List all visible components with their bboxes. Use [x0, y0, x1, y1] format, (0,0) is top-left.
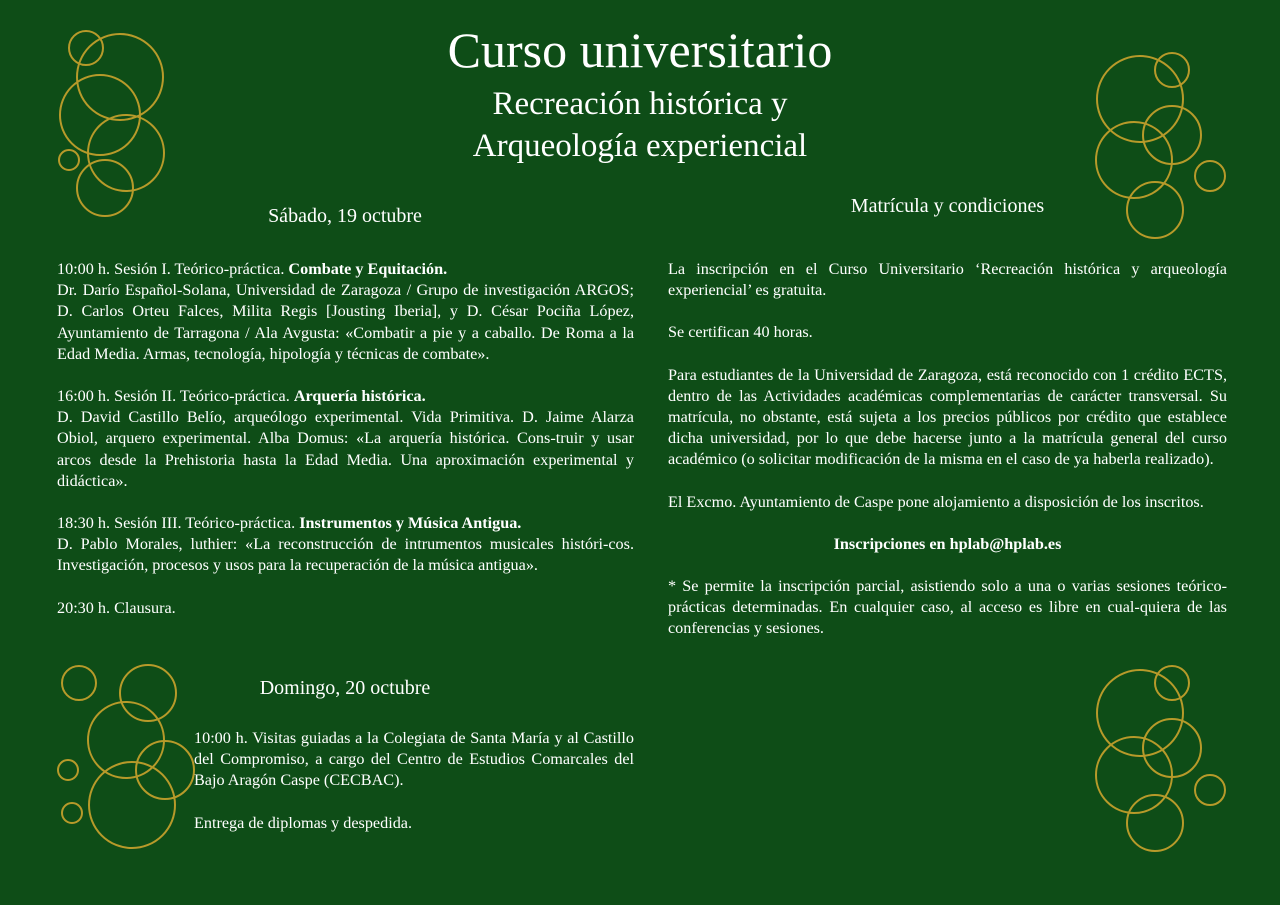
circle-deco: [89, 762, 175, 848]
enrollment-info: [668, 259, 1227, 640]
session-line: D. Pablo Morales, luthier: «La reconstrucción de intrumentos musicales históri-: [57, 535, 609, 554]
saturday-program: [57, 259, 634, 619]
circle-deco: [62, 666, 96, 700]
sunday-program: [194, 728, 634, 834]
session-time: 16:00 h. Sesión II. Teórico-práctica.: [57, 387, 290, 406]
circle-deco: [136, 741, 194, 799]
session-time: 10:00 h. Sesión I. Teórico-práctica.: [57, 260, 285, 278]
session-line: cos. Investigación, procesos y usos para la recuperación de la música antigua».: [57, 535, 634, 575]
sunday-visit: [194, 728, 634, 792]
info-line: experiencial’ es gratuita.: [668, 281, 827, 300]
info-line: ECTS, dentro de las Actividades académicas complementarias de carácter: [668, 365, 1227, 405]
session-line: Dr. Darío Español-Solana, Universidad de Zaragoza / Grupo de investigación: [57, 281, 571, 300]
sunday-heading: Domingo, 20 octubre: [259, 677, 431, 699]
enrollment-lodging: [668, 492, 1227, 513]
session-line: Pociña López, Ayuntamiento de Tarragona / Ala Avgusta: «Combatir a pie y a: [57, 302, 634, 342]
info-line: teórico-prácticas determinadas. En cualquier caso, al acceso es libre en cual-: [668, 577, 1227, 617]
session-line: experimental y didáctica».: [57, 450, 634, 490]
closing: 20:30 h. Clausura.: [57, 598, 176, 617]
circle-deco: [1127, 795, 1183, 851]
circle-deco: [58, 760, 78, 780]
session-line: D. David Castillo Belío, arqueólogo experimental. Vida Primitiva. D. Jaime: [57, 408, 584, 427]
session-3: [57, 513, 634, 577]
circle-deco: [62, 803, 82, 823]
visit-line: Comarcales del Bajo Aragón Caspe (CECBAC).: [194, 750, 635, 790]
saturday-heading: Sábado, 19 octubre: [268, 205, 422, 227]
session-time: 18:30 h. Sesión III. Teórico-práctica.: [57, 514, 296, 533]
info-line: La inscripción en el Curso Universitario ‘Recreación histórica y arqueología: [668, 260, 1227, 278]
session-line: Alarza Obiol, arquero experimental. Alba Domus: «La arquería histórica. Cons-: [57, 408, 634, 448]
subtitle-line: Recreación histórica y: [492, 86, 788, 122]
sunday-farewell: Entrega de diplomas y despedida.: [194, 813, 413, 832]
enrollment-note: [668, 576, 1227, 640]
info-line: transversal. Su matrícula, no obstante, está sujeta a los precios públicos por: [668, 386, 1228, 427]
info-line: quiera de las conferencias y sesiones.: [668, 598, 1227, 638]
circle-deco: [1195, 775, 1225, 805]
session-1: [57, 259, 634, 365]
info-line: en el caso de ya haberla realizado).: [986, 450, 1214, 469]
session-topic: Combate y Equitación.: [288, 260, 448, 278]
subtitle-line: Arqueología experiencial: [472, 128, 808, 164]
session-topic: Arquería histórica.: [293, 387, 426, 406]
info-line: El Excmo. Ayuntamiento de Caspe pone alojamiento a disposición de los: [668, 492, 1141, 511]
enrollment-credits: [668, 365, 1227, 471]
circle-deco: [1127, 182, 1183, 238]
info-line: matrícula general del curso académico (o solicitar modificación de la misma: [668, 429, 1227, 469]
contact-email[interactable]: Inscripciones en hplab@hplab.es: [833, 534, 1062, 553]
session-line: caballo. De Roma a la Edad Media. Armas, tecnología, hipología y técnicas de: [57, 323, 635, 363]
session-line: combate».: [422, 344, 490, 363]
visit-line: 10:00 h. Visitas guiadas a la Colegiata de Santa María y al: [194, 729, 579, 747]
info-line: inscritos.: [1144, 492, 1204, 511]
session-topic: Instrumentos y Música Antigua.: [299, 514, 522, 533]
info-line: * Se permite la inscripción parcial, asistiendo solo a una o varias sesiones: [668, 577, 1171, 596]
visit-line: Castillo del Compromiso, a cargo del Centro de Estudios: [194, 729, 635, 769]
page-title: Curso universitario: [447, 22, 833, 78]
info-line: Para estudiantes de la Universidad de Zaragoza, está reconocido con 1 crédito: [668, 365, 1179, 384]
enrollment-free: [668, 259, 1227, 301]
info-line: crédito que establece dicha universidad, por lo que debe hacerse junto a la: [668, 408, 1227, 448]
page-subtitle: [0, 83, 1280, 167]
session-2: [57, 386, 634, 492]
session-line: ARGOS; D. Carlos Orteu Falces, Milita Regis [Jousting Iberia], y D. César: [57, 281, 634, 321]
enrollment-hours: Se certifican 40 horas.: [668, 323, 813, 342]
session-line: truir y usar arcos desde la Prehistoria hasta la Edad Media. Una aproximación: [57, 429, 634, 469]
circle-deco: [1097, 670, 1183, 756]
enrollment-heading: Matrícula y condiciones: [850, 195, 1045, 217]
